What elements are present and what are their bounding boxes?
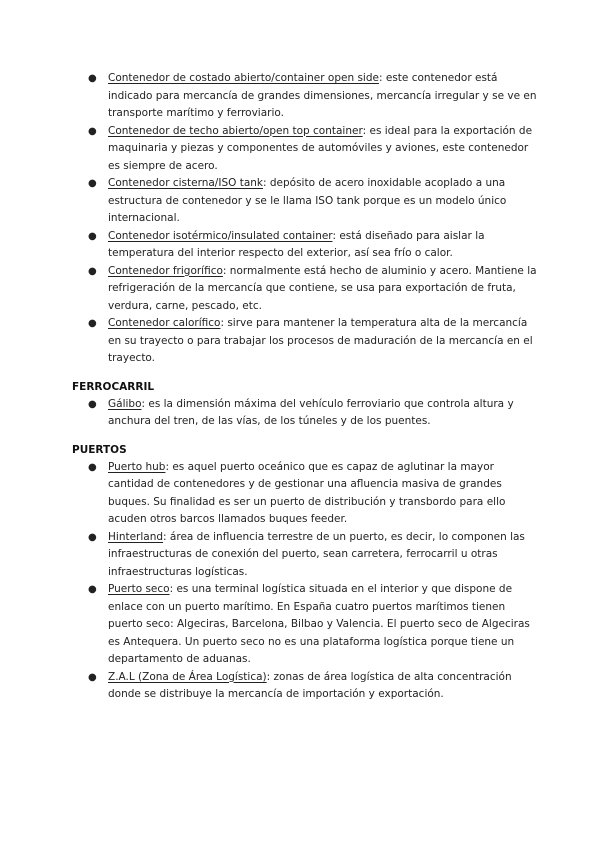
bullet-icon: ● [88, 125, 97, 137]
list-item [72, 315, 538, 368]
puertos-list [72, 459, 538, 704]
bullet-icon: ● [88, 584, 97, 595]
list-item [72, 669, 538, 704]
list-item [72, 70, 538, 123]
definition: : sirve para mantener la temperatura alta de la mercancía en su trayecto o para trabajar los procesos de maduración de la mercancía en el trayecto. [108, 317, 533, 364]
list-item [72, 459, 538, 529]
term: Z.A.L (Zona de Área Logística) [108, 670, 267, 683]
bullet-icon: ● [88, 178, 97, 189]
list-item [72, 123, 538, 176]
definition: : este contenedor está indicado para mercancía de grandes dimensiones, mercancía irregular y se ve en transporte marítimo y ferroviario. [108, 72, 537, 119]
section-heading: PUERTOS [72, 443, 127, 456]
definition: : zonas de área logística de alta concentración donde se distribuye la mercancía de importación y exportación. [108, 670, 512, 700]
term: Contenedor cisterna/ISO tank [108, 177, 263, 189]
list-item [72, 581, 538, 669]
list-item [72, 175, 538, 228]
term: Hinterland [108, 530, 164, 543]
list-item [72, 529, 538, 582]
term: Gálibo [108, 397, 142, 410]
bullet-icon: ● [88, 265, 97, 277]
term: Contenedor isotérmico/insulated container [108, 229, 333, 242]
ferrocarril-list [72, 396, 538, 431]
bullet-icon: ● [88, 531, 97, 543]
definition: : es aquel puerto oceánico que es capaz de aglutinar la mayor cantidad de contenedores y de gestionar una afluencia masiva de grandes buques. Su finalidad es ser un puerto de distribución y transbordo para ello acuden otros barcos llamados buques feeder. [108, 460, 506, 525]
definition: : es una terminal logística situada en el interior y que dispone de enlace con un puerto marítimo. En España cuatro puertos marítimos tienen puerto seco: Algeciras, Barcelona, Bilbao y Valencia. El puerto seco de Algeciras es Antequera. Un puerto seco no es una plataforma logística porque tiene un departamento de aduanas. [108, 583, 530, 665]
definition: : es ideal para la exportación de maquinaria y piezas y componentes de automóviles y aviones, este contenedor es siempre de acero. [108, 124, 533, 172]
bullet-icon: ● [88, 671, 97, 683]
bullet-icon: ● [88, 73, 97, 84]
term: Contenedor frigorífico [108, 264, 223, 277]
ferrocarril-section [72, 379, 538, 431]
container-list [72, 70, 538, 368]
definition: : depósito de acero inoxidable acoplado a una estructura de contenedor y se le llama ISO tank porque es un modelo único internacional. [108, 177, 507, 224]
definition: : está diseñado para aislar la temperatura del interior respecto del exterior, así sea frío o calor. [108, 229, 485, 259]
section-heading: FERROCARRIL [72, 380, 155, 393]
definition: : es la dimensión máxima del vehículo ferroviario que controla altura y anchura del tren, de las vías, de los túneles y de los puentes. [108, 397, 514, 427]
puertos-section [72, 442, 538, 704]
term: Puerto hub [108, 460, 166, 473]
bullet-icon: ● [88, 461, 97, 473]
bullet-icon: ● [88, 318, 97, 329]
list-item [72, 396, 538, 431]
term: Puerto seco [108, 583, 170, 595]
term: Contenedor de costado abierto/container open side [108, 72, 379, 84]
list-item [72, 263, 538, 316]
definition: : área de influencia terrestre de un puerto, es decir, lo componen las infraestructuras de conexión del puerto, sean carretera, ferrocarril u otras infraestructuras logísticas. [108, 530, 525, 578]
list-item [72, 228, 538, 263]
definition: : normalmente está hecho de aluminio y acero. Mantiene la refrigeración de la mercancía que contiene, se usa para exportación de fruta, verdura, carne, pescado, etc. [108, 264, 537, 312]
term: Contenedor de techo abierto/open top container [108, 124, 363, 137]
bullet-icon: ● [88, 230, 97, 242]
term: Contenedor calorífico [108, 317, 221, 329]
bullet-icon: ● [88, 398, 97, 410]
